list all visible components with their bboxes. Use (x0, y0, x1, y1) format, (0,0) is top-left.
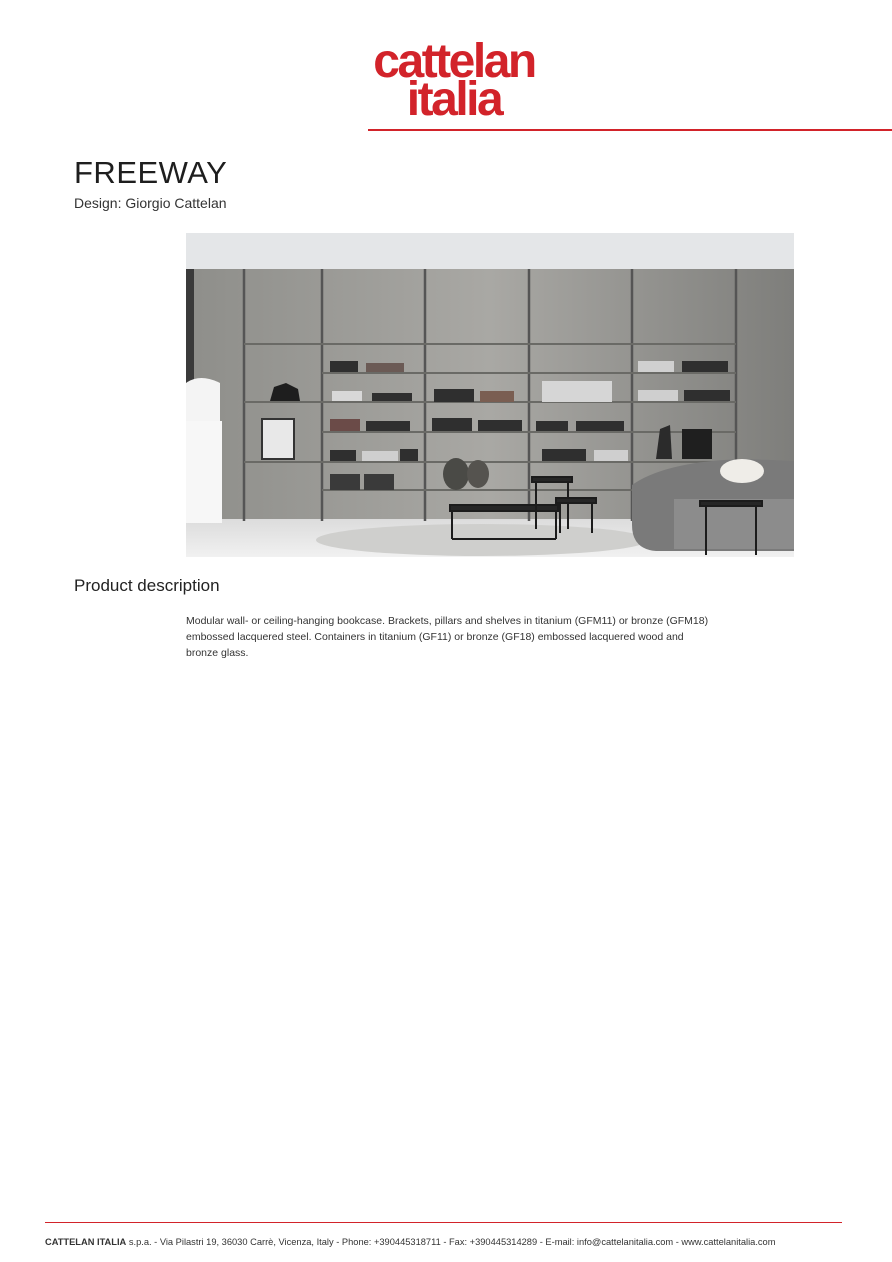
footer-details: s.p.a. - Via Pilastri 19, 36030 Carrè, Vicenza, Italy - Phone: +390445318711 - Fax: +390445314289 - E-mail: info@cattelanitalia.com - www.cattelanitalia.com (126, 1237, 776, 1247)
description-text: Modular wall- or ceiling-hanging bookcase. Brackets, pillars and shelves in titanium (GFM11) or bronze (GFM18) embossed lacquered steel. Containers in titanium (GF11) or bronze (GF18) embossed lacquered wood and bronze glass. (186, 615, 709, 659)
header-divider (368, 129, 892, 131)
description-heading: Product description (74, 576, 220, 595)
product-title: FREEWAY (74, 155, 228, 190)
footer (45, 1237, 845, 1247)
logo-line-cattelan: cattelan (373, 35, 535, 88)
product-photo (186, 233, 794, 557)
logo-line-italia: italia (406, 73, 502, 126)
brand-logo (366, 35, 542, 128)
ceiling (186, 233, 794, 269)
product-designer: Design: Giorgio Cattelan (74, 195, 227, 211)
footer-company: CATTELAN ITALIA (45, 1237, 127, 1247)
footer-divider (45, 1222, 842, 1223)
